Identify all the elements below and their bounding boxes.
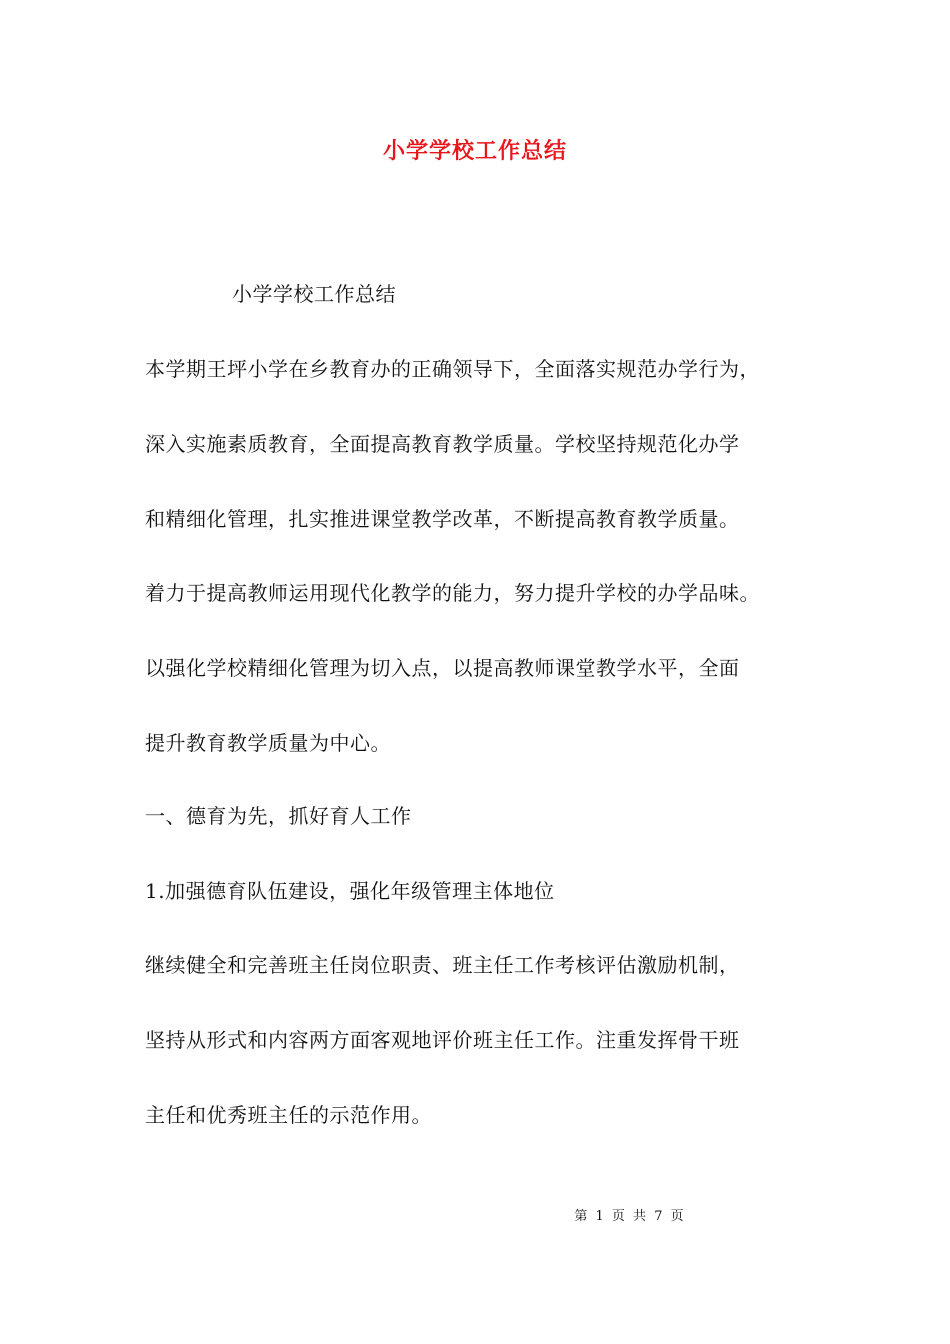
body-line: 主任和优秀班主任的示范作用。 bbox=[145, 1103, 432, 1127]
body-line: 继续健全和完善班主任岗位职责、班主任工作考核评估激励机制， bbox=[145, 953, 740, 977]
body-line: 提升教育教学质量为中心。 bbox=[145, 731, 391, 755]
section-heading: 一、德育为先，抓好育人工作 bbox=[145, 804, 412, 828]
body-line: 着力于提高教师运用现代化教学的能力，努力提升学校的办学品味。 bbox=[145, 581, 760, 605]
body-subtitle: 小学学校工作总结 bbox=[232, 282, 396, 306]
page-footer: 第 1 页 共 7 页 bbox=[574, 1209, 686, 1224]
body-line: 以强化学校精细化管理为切入点，以提高教师课堂教学水平，全面 bbox=[145, 656, 740, 680]
body-line: 本学期王坪小学在乡教育办的正确领导下，全面落实规范办学行为， bbox=[145, 357, 760, 381]
body-line: 坚持从形式和内容两方面客观地评价班主任工作。注重发挥骨干班 bbox=[145, 1028, 740, 1052]
document-title: 小学学校工作总结 bbox=[382, 138, 567, 164]
subsection-heading: 1.加强德育队伍建设，强化年级管理主体地位 bbox=[145, 879, 555, 903]
body-line: 深入实施素质教育，全面提高教育教学质量。学校坚持规范化办学 bbox=[145, 432, 740, 456]
body-line: 和精细化管理，扎实推进课堂教学改革，不断提高教育教学质量。 bbox=[145, 507, 740, 531]
